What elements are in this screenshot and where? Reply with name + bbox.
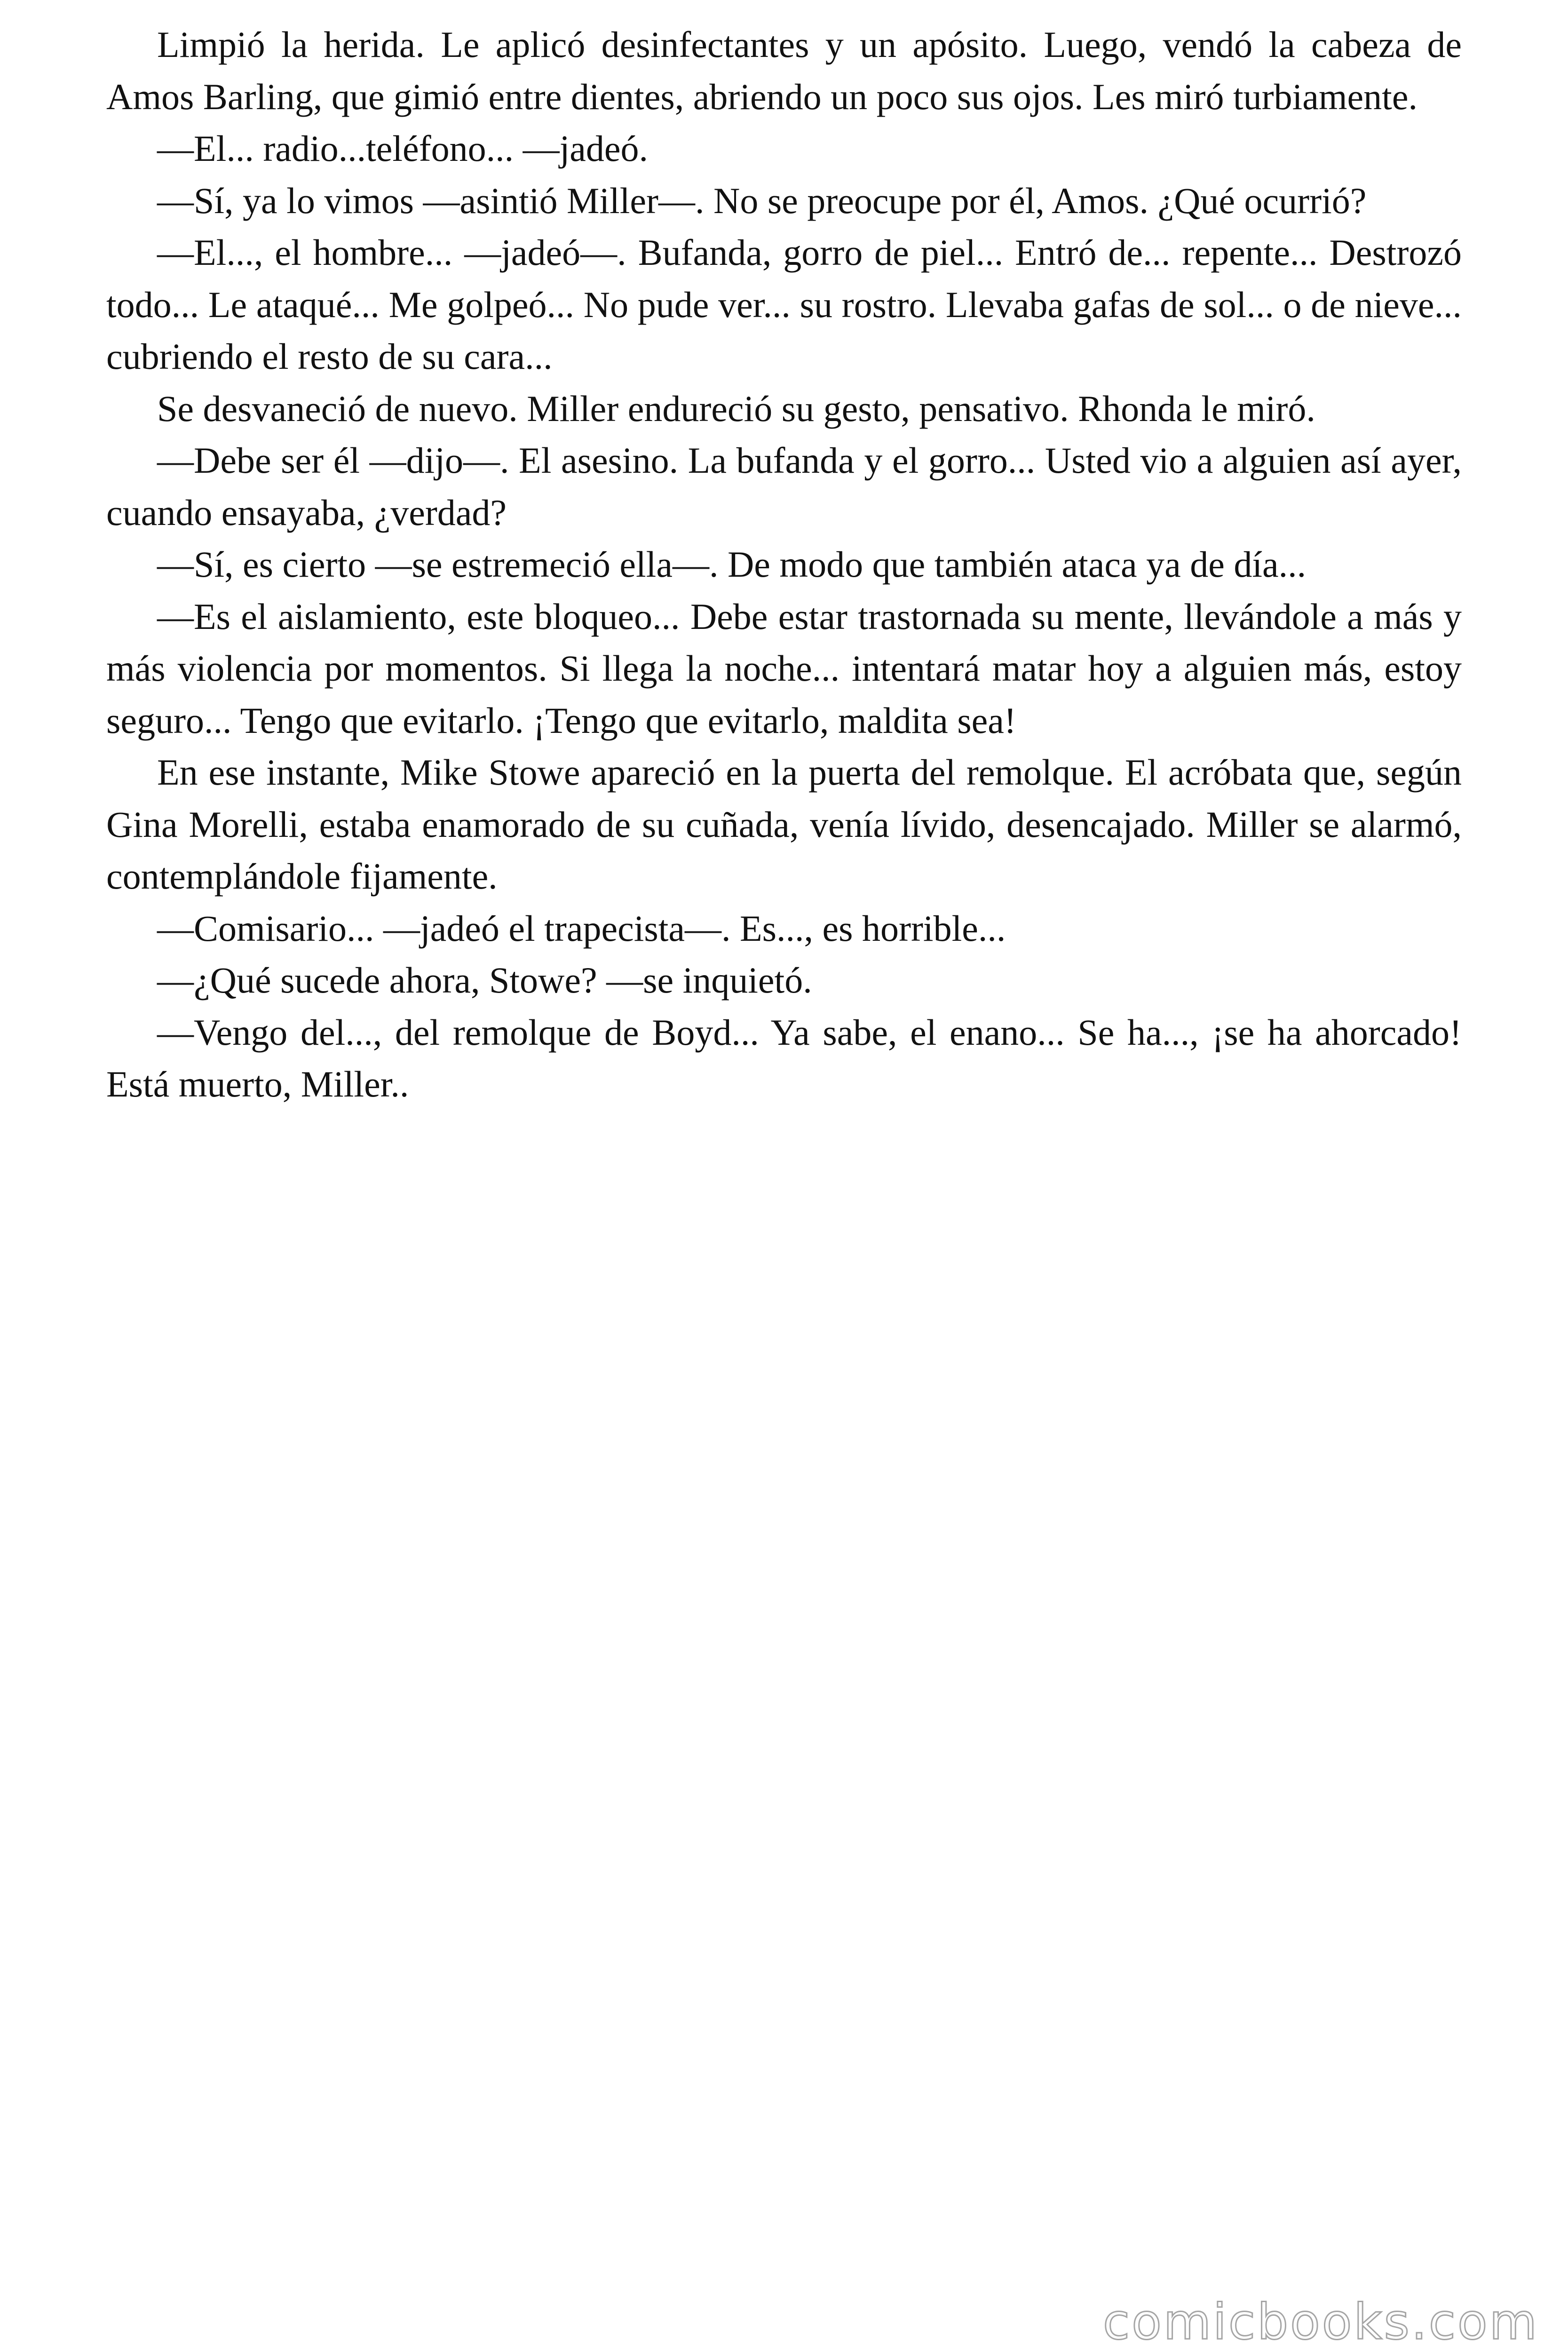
paragraph: —Debe ser él —dijo—. El asesino. La bufanda y el gorro... Usted vio a alguien así ayer, cuando ensayaba, ¿verdad? <box>106 440 1462 533</box>
paragraph: —El..., el hombre... —jadeó—. Bufanda, gorro de piel... Entró de... repente... Destrozó todo... Le ataqué... Me golpeó... No pude ver... su rostro. Llevaba gafas de sol... o de nieve... cubriendo el resto de su cara... <box>106 232 1462 377</box>
watermark: comicbooks.com <box>1102 2293 1539 2351</box>
paragraph: —Es el aislamiento, este bloqueo... Debe estar trastornada su mente, llevándole a más y más violencia por momentos. Si llega la noche... intentará matar hoy a alguien más, estoy seguro... Tengo que evitarlo. ¡Tengo que evitarlo, maldita sea! <box>106 596 1462 741</box>
paragraph: Limpió la herida. Le aplicó desinfectantes y un apósito. Luego, vendó la cabeza de Amos Barling, que gimió entre dientes, abriendo un poco sus ojos. Les miró turbiamente. <box>106 24 1462 117</box>
paragraph: —Comisario... —jadeó el trapecista—. Es..., es horrible... <box>157 907 1006 949</box>
paragraph: —Sí, ya lo vimos —asintió Miller—. No se preocupe por él, Amos. ¿Qué ocurrió? <box>157 180 1367 221</box>
paragraph: —Sí, es cierto —se estremeció ella—. De modo que también ataca ya de día... <box>157 544 1307 585</box>
paragraph: En ese instante, Mike Stowe apareció en la puerta del remolque. El acróbata que, según Gina Morelli, estaba enamorado de su cuñada, venía lívido, desencajado. Miller se alarmó, contemplándole fijamente. <box>106 752 1462 897</box>
page-text <box>106 19 1462 1111</box>
paragraph: Se desvaneció de nuevo. Miller endureció su gesto, pensativo. Rhonda le miró. <box>157 388 1315 429</box>
paragraph: —Vengo del..., del remolque de Boyd... Ya sabe, el enano... Se ha..., ¡se ha ahorcado! Está muerto, Miller.. <box>106 1011 1462 1104</box>
paragraph: —El... radio...teléfono... —jadeó. <box>157 128 649 169</box>
paragraph: —¿Qué sucede ahora, Stowe? —se inquietó. <box>157 960 812 1001</box>
